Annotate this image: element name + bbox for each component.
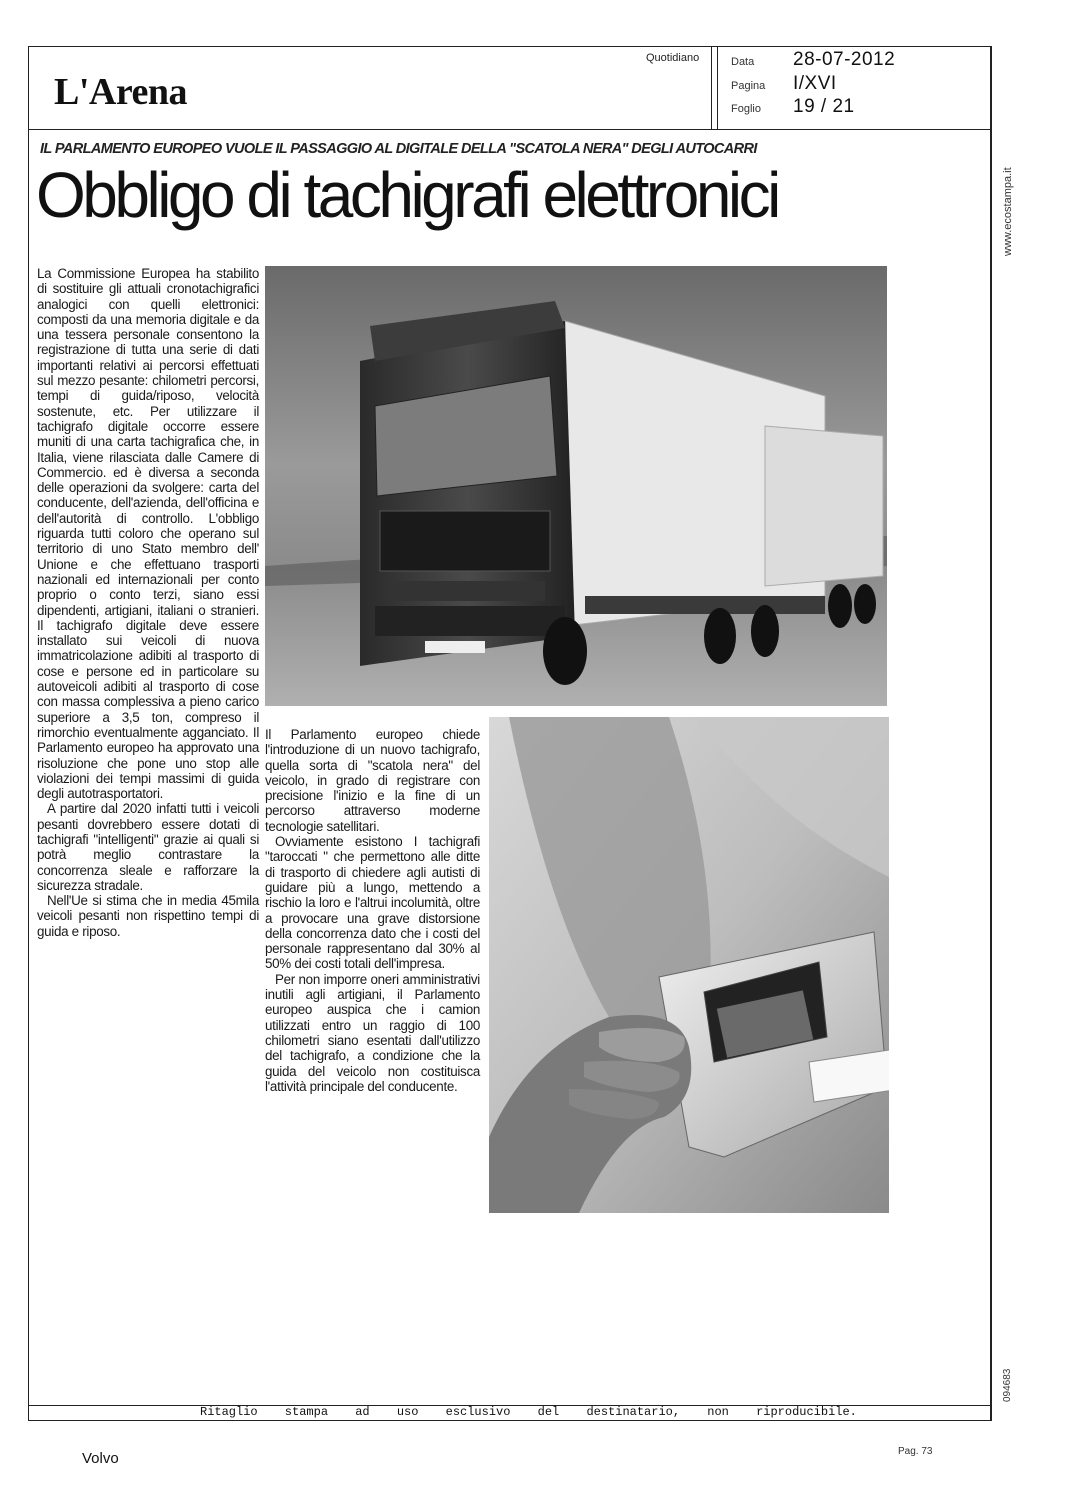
header-vline-1: [711, 46, 712, 129]
col1-paragraph-3: Nell'Ue si stima che in media 45mila veicoli pesanti non rispettino tempi di guida e riposo.: [37, 893, 259, 939]
brand-label: Volvo: [82, 1450, 119, 1467]
data-value: 28-07-2012: [793, 49, 896, 70]
data-label: Data: [731, 56, 755, 68]
tachograph-photo: [489, 717, 889, 1213]
website-vertical: www.ecostampa.it: [1002, 167, 1014, 256]
header-vline-2: [717, 46, 718, 129]
col2-paragraph-2: Ovviamente esistono I tachigrafi "taroccati " che permettono alle ditte di trasporto di chiedere agli autisti di guidare più a lungo, mettendo a rischio la loro e l'altrui incolumità, oltre a provocare una grave distorsione della concorrenza dato che i costi del personale rappresentano dal 30% al 50% dei costi totali dell'impresa.: [265, 834, 480, 972]
col1-paragraph-1: La Commissione Europea ha stabilito di sostituire gli attuali cronotachigrafici analogici con quelli elettronici: composti da una memoria digitale e da una tessera personale consentono la registrazione di tutta una serie di dati importanti relativi ai percorsi effettuati sul mezzo pesante: chilometri percorsi, tempi di guida/riposo, velocità sostenute, etc. Per utilizzare il tachigrafo digitale occorre essere muniti di una carta tachigrafica che, in Italia, viene rilasciata dalle Camere di Commercio. ed è diversa a seconda delle operazioni da svolgere: carta del conducente, dell'azienda, dell'officina e dell'autorità di controllo. L'obbligo riguarda tutti coloro che operano sul territorio di uno Stato membro dell' Unione e che effettuano trasporti nazionali ed internazionali per conto proprio o conto terzi, siano essi dipendenti, artigiani, italiani o stranieri. Il tachigrafo digitale deve essere installato sui veicoli di nuova immatricolazione adibiti al trasporto di cose e persone ed in particolare su autoveicoli adibiti al trasporto di cose con massa complessiva a pieno carico superiore a 3,5 ton, compreso il rimorchio eventualmente agganciato. Il Parlamento europeo ha approvato una risoluzione che pone uno stop alle violazioni dei tempi massimi di guida degli autotrasportatori.: [37, 266, 259, 802]
truck-photo: [265, 266, 887, 706]
article-column-2: [265, 727, 480, 1094]
article-kicker: IL PARLAMENTO EUROPEO VUOLE IL PASSAGGIO AL DIGITALE DELLA "SCATOLA NERA" DEGLI AUTOCARRI: [40, 141, 757, 157]
page-number: Pag. 73: [898, 1446, 933, 1457]
article-column-1: [37, 266, 259, 939]
truck-photo-svg: [265, 266, 887, 706]
pagina-value: I/XVI: [793, 73, 837, 94]
pagina-label: Pagina: [731, 80, 766, 92]
publication-type: Quotidiano: [646, 52, 700, 64]
newspaper-logo: L'Arena: [54, 71, 188, 113]
clipping-notice: Ritaglio stampa ad uso esclusivo del destinatario, non riproducibile.: [200, 1405, 857, 1419]
header-divider: [28, 129, 991, 130]
col2-paragraph-3: Per non imporre oneri amministrativi inutili agli artigiani, il Parlamento europeo auspica che i camion utilizzati entro un raggio di 100 chilometri siano esentati dall'utilizzo del tachigrafo, a condizione che la guida del veicolo non costituisca l'attività principale del conducente.: [265, 971, 480, 1094]
code-vertical: 094683: [1002, 1368, 1013, 1402]
col1-paragraph-2: A partire dal 2020 infatti tutti i veicoli pesanti dovrebbero essere dotati di tachigrafi "intelligenti" grazie ai quali si potrà meglio contrastare la concorrenza sleale e rafforzare la sicurezza stradale.: [37, 801, 259, 893]
foglio-label: Foglio: [731, 103, 761, 115]
foglio-value: 19 / 21: [793, 96, 855, 117]
tachograph-photo-svg: [489, 717, 889, 1213]
right-border: [991, 46, 992, 1421]
article-headline: Obbligo di tachigrafi elettronici: [36, 159, 778, 231]
col2-paragraph-1: Il Parlamento europeo chiede l'introduzione di un nuovo tachigrafo, quella sorta di "scatola nera" del veicolo, in grado di registrare con precisione l'inizio e la fine di un percorso attraverso moderne tecnologie satellitari.: [265, 727, 480, 834]
